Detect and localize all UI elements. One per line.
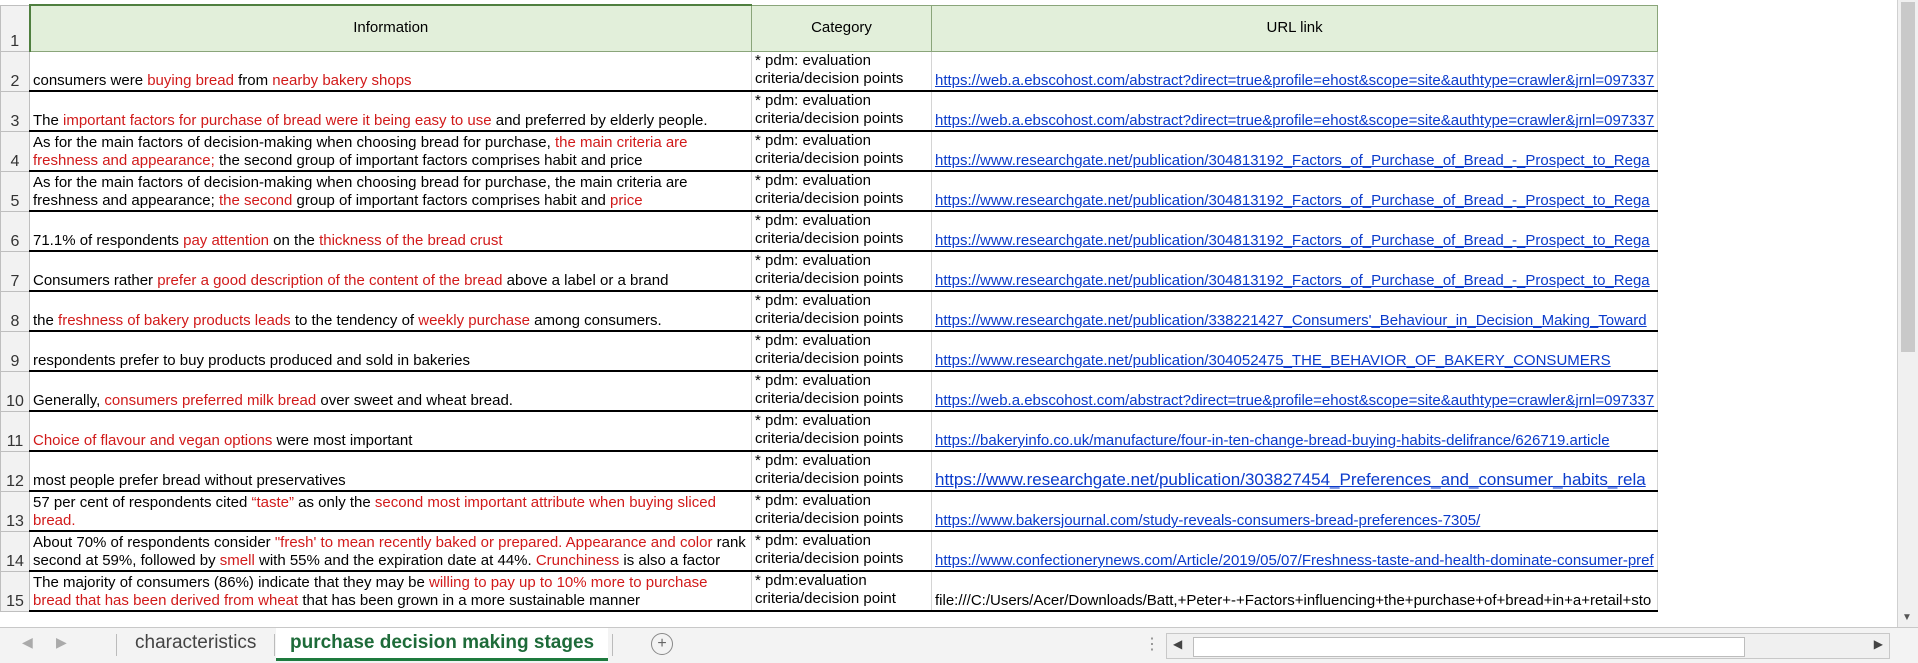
cell-text: on the [269,232,320,249]
url-cell[interactable] [932,251,1658,291]
cell-text: About 70% of respondents consider [33,534,275,551]
row-number[interactable]: 9 [1,331,30,371]
category-cell[interactable]: * pdm: evaluation criteria/decision points [752,531,932,571]
cell-text: The [33,112,64,129]
cell-text: rank second at 59%, followed by [33,534,746,569]
row-number[interactable]: 14 [1,531,30,571]
category-cell[interactable]: * pdm: evaluation criteria/decision points [752,131,932,171]
category-cell[interactable]: * pdm: evaluation criteria/decision points [752,251,932,291]
row-number[interactable]: 13 [1,491,30,531]
cell-text: among consumers. [529,312,662,329]
table-row [1,251,1658,291]
row-number[interactable]: 8 [1,291,30,331]
prev-sheet-icon[interactable]: ◀ [22,634,33,650]
url-link[interactable]: https://www.researchgate.net/publication/304052475_THE_BEHAVIOR_OF_BAKERY_CONSUMERS [935,352,1611,369]
url-cell[interactable] [932,211,1658,251]
cell-text: 71.1% of respondents [33,232,184,249]
cell-text: most people prefer bread without preservatives [33,472,346,489]
cell-text: were most important [272,432,413,449]
url-cell[interactable] [932,171,1658,211]
vertical-scrollbar[interactable] [1897,0,1918,627]
highlighted-text: important factors for purchase of bread were it being easy to use [63,112,492,129]
information-cell[interactable] [30,331,752,371]
information-cell[interactable] [30,411,752,451]
row-number[interactable]: 12 [1,451,30,491]
tab-divider [274,634,275,656]
cell-text: The majority of consumers (86%) indicate that they may be [33,574,430,591]
highlighted-text: the main criteria are freshness and appearance; [33,134,688,169]
url-cell[interactable] [932,451,1658,491]
table-row [1,51,1658,91]
cell-text: over sweet and wheat bread. [316,392,513,409]
row-number[interactable]: 10 [1,371,30,411]
next-sheet-icon[interactable]: ▶ [56,634,67,650]
table-row [1,371,1658,411]
cell-text: respondents prefer to buy products produced and sold in bakeries [33,352,470,369]
information-cell[interactable] [30,491,752,531]
header-row [1,5,1658,51]
highlighted-text: "fresh' to mean recently baked or prepared. Appearance and color [274,534,713,551]
data-table [0,4,1658,612]
header-information[interactable]: Information [30,5,752,51]
highlighted-text: Crunchiness [535,552,620,569]
url-cell[interactable] [932,491,1658,531]
highlighted-text: freshness of bakery products leads [58,312,291,329]
category-cell[interactable]: * pdm:evaluation criteria/decision point [752,571,932,611]
url-cell[interactable] [932,131,1658,171]
highlighted-text: willing to pay up to 10% more to purchase bread that has been derived from wheat [33,574,708,609]
url-link[interactable]: https://www.researchgate.net/publication/304813192_Factors_of_Purchase_of_Bread_-_Prospect_to_Rega [935,152,1650,169]
cell-text: 57 per cent of respondents cited [33,494,252,511]
url-cell[interactable] [932,291,1658,331]
table-row [1,491,1658,531]
add-sheet-icon[interactable]: + [651,633,673,655]
cell-text: is also a factor [619,552,721,569]
information-cell[interactable] [30,371,752,411]
information-cell[interactable] [30,531,752,571]
table-row [1,531,1658,571]
table-row [1,571,1658,611]
url-cell[interactable] [932,531,1658,571]
table-row [1,131,1658,171]
scroll-left-icon[interactable]: ◀ [1173,637,1183,651]
url-link[interactable]: https://www.confectionerynews.com/Article/2019/05/07/Freshness-taste-and-health-dominate-consumer-pref [935,552,1654,569]
category-cell[interactable]: * pdm: evaluation criteria/decision points [752,51,932,91]
table-row [1,211,1658,251]
table-row [1,331,1658,371]
row-number[interactable]: 6 [1,211,30,251]
highlighted-text: the second [218,192,293,209]
information-cell[interactable] [30,451,752,491]
cell-text: group of important factors comprises habit and [292,192,611,209]
cell-text: with 55% and the expiration date at 44%. [254,552,536,569]
scroll-down-icon[interactable]: ▼ [1902,612,1912,623]
information-cell[interactable] [30,51,752,91]
url-link[interactable]: https://www.researchgate.net/publication/338221427_Consumers'_Behaviour_in_Decision_Making_Toward [935,312,1647,329]
cell-text: above a label or a brand [502,272,669,289]
url-cell[interactable] [932,411,1658,451]
category-cell[interactable]: * pdm: evaluation criteria/decision points [752,411,932,451]
sheet-tab-bar [0,627,1918,663]
highlighted-text: price [610,192,643,209]
information-cell[interactable] [30,171,752,211]
information-cell[interactable] [30,571,752,611]
row-number[interactable]: 15 [1,571,30,611]
horizontal-scrollbar[interactable] [1166,633,1890,659]
header-category[interactable]: Category [752,5,932,51]
information-cell[interactable] [30,211,752,251]
table-row [1,91,1658,131]
more-options-icon[interactable]: ⋮ [1144,636,1160,653]
url-cell[interactable] [932,331,1658,371]
highlighted-text: smell [219,552,255,569]
cell-text: consumers were [33,72,148,89]
url-link[interactable]: https://www.bakersjournal.com/study-reveals-consumers-bread-preferences-7305/ [935,512,1481,529]
table-row [1,451,1658,491]
cell-text: that has been grown in a more sustainable manner [298,592,641,609]
url-cell[interactable] [932,91,1658,131]
url-link[interactable]: https://www.researchgate.net/publication/304813192_Factors_of_Purchase_of_Bread_-_Prospect_to_Rega [935,232,1650,249]
row-number[interactable]: 3 [1,91,30,131]
tab-purchase-decision-making-stages[interactable]: purchase decision making stages [276,628,608,661]
category-cell[interactable]: * pdm: evaluation criteria/decision points [752,451,932,491]
url-link[interactable]: https://bakeryinfo.co.uk/manufacture/four-in-ten-change-bread-buying-habits-delifrance/626719.article [935,432,1610,449]
category-cell[interactable]: * pdm: evaluation criteria/decision points [752,371,932,411]
url-link[interactable]: https://www.researchgate.net/publication/304813192_Factors_of_Purchase_of_Bread_-_Prospect_to_Rega [935,192,1650,209]
row-number[interactable]: 1 [1,5,30,51]
row-number[interactable]: 4 [1,131,30,171]
table-row [1,291,1658,331]
horizontal-scroll-thumb[interactable] [1193,637,1745,657]
table-row [1,171,1658,211]
category-cell[interactable]: * pdm: evaluation criteria/decision points [752,491,932,531]
tab-divider [116,634,117,656]
cell-text: the second group of important factors comprises habit and price [214,152,643,169]
category-cell[interactable]: * pdm: evaluation criteria/decision points [752,331,932,371]
highlighted-text: weekly purchase [418,312,530,329]
highlighted-text: consumers preferred milk bread [104,392,317,409]
highlighted-text: buying bread [147,72,234,89]
cell-text: As for the main factors of decision-making when choosing bread for purchase, the main criteria are freshness and appearance; [33,174,688,209]
information-cell[interactable] [30,251,752,291]
row-number[interactable]: 11 [1,411,30,451]
highlighted-text: Choice of flavour and vegan options [33,432,273,449]
table-row [1,411,1658,451]
cell-text: As for the main factors of decision-making when choosing bread for purchase, [33,134,555,151]
file-path-text: file:///C:/Users/Acer/Downloads/Batt,+Peter+-+Factors+influencing+the+purchase+of+bread+in+a+retail+sto [935,592,1652,609]
url-link[interactable]: https://web.a.ebscohost.com/abstract?direct=true&profile=ehost&scope=site&authtype=crawler&jrnl=097337 [935,112,1655,129]
category-cell[interactable]: * pdm: evaluation criteria/decision points [752,171,932,211]
highlighted-text: “taste” [251,494,294,511]
information-cell[interactable] [30,91,752,131]
url-link[interactable]: https://web.a.ebscohost.com/abstract?direct=true&profile=ehost&scope=site&authtype=crawler&jrnl=097337 [935,72,1655,89]
cell-text: from [233,72,273,89]
scroll-right-icon[interactable]: ▶ [1873,637,1883,651]
information-cell[interactable] [30,131,752,171]
url-cell[interactable] [932,571,1658,611]
url-cell[interactable] [932,51,1658,91]
cell-text: to the tendency of [290,312,419,329]
row-number[interactable]: 2 [1,51,30,91]
vertical-scroll-thumb[interactable] [1901,2,1915,352]
row-number[interactable]: 5 [1,171,30,211]
cell-text: and preferred by elderly people. [491,112,708,129]
category-cell[interactable]: * pdm: evaluation criteria/decision points [752,211,932,251]
information-cell[interactable] [30,291,752,331]
highlighted-text: prefer a good description of the content of the bread [157,272,503,289]
highlighted-text: thickness of the bread crust [319,232,503,249]
header-url[interactable]: URL link [932,5,1658,51]
category-cell[interactable]: * pdm: evaluation criteria/decision points [752,291,932,331]
row-number[interactable]: 7 [1,251,30,291]
category-cell[interactable]: * pdm: evaluation criteria/decision points [752,91,932,131]
highlighted-text: second most important attribute when buying sliced bread. [33,494,716,529]
tab-characteristics[interactable]: characteristics [135,632,257,653]
highlighted-text: nearby bakery shops [272,72,412,89]
cell-text: Generally, [33,392,105,409]
cell-text: Consumers rather [33,272,158,289]
url-link[interactable]: https://www.researchgate.net/publication/303827454_Preferences_and_consumer_habits_rela [935,470,1646,489]
highlighted-text: pay attention [183,232,270,249]
url-link[interactable]: https://www.researchgate.net/publication/304813192_Factors_of_Purchase_of_Bread_-_Prospect_to_Rega [935,272,1650,289]
cell-text: as only the [294,494,375,511]
cell-text: the [33,312,59,329]
tab-divider [612,634,613,656]
url-link[interactable]: https://web.a.ebscohost.com/abstract?direct=true&profile=ehost&scope=site&authtype=crawler&jrnl=097337 [935,392,1655,409]
url-cell[interactable] [932,371,1658,411]
